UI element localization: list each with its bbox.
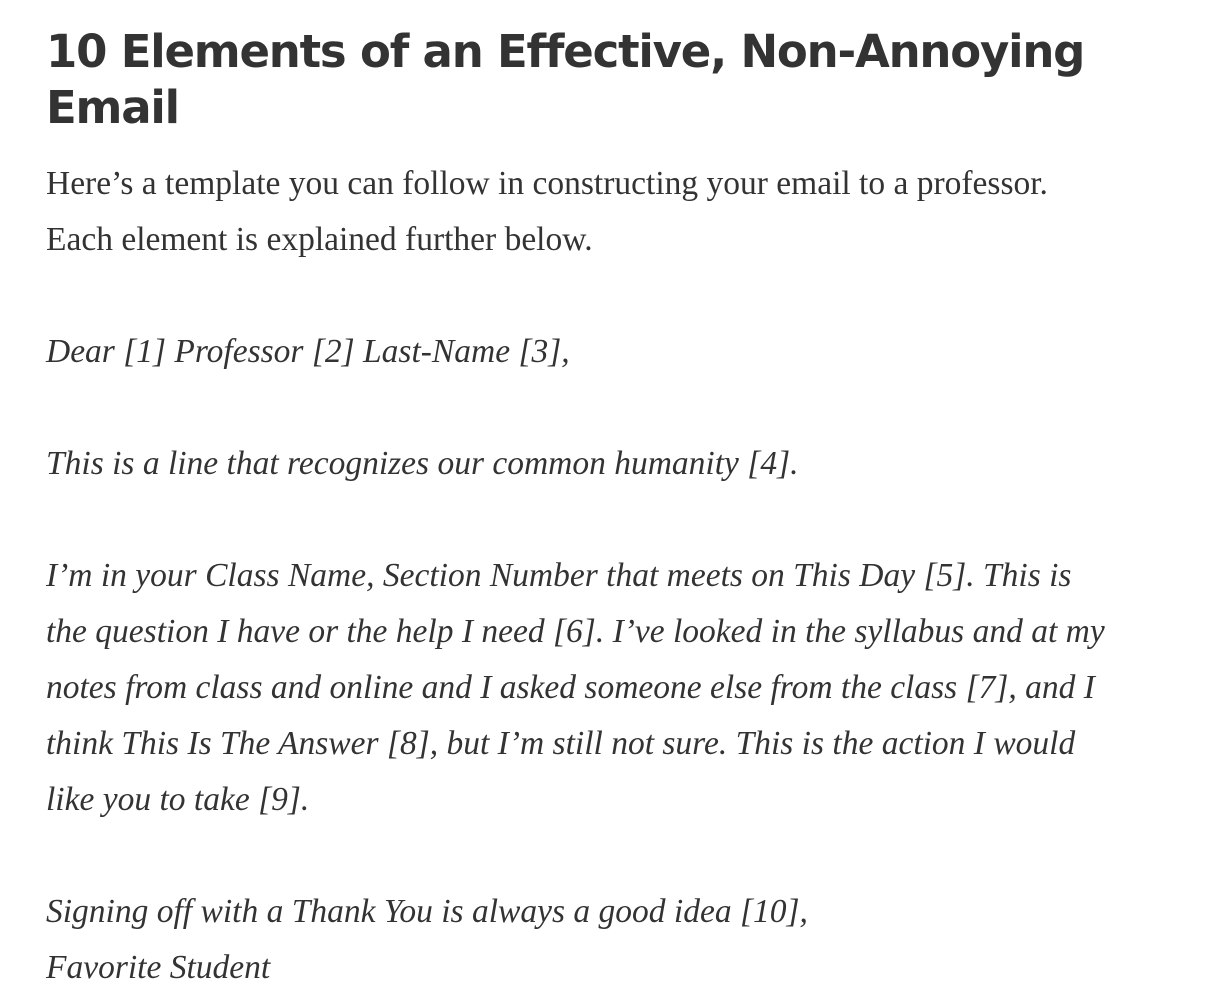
email-signoff: Signing off with a Thank You is always a good idea [10], — [46, 893, 808, 930]
email-body-line: I’m in your Class Name, Section Number that meets on This Day [5]. This is — [46, 557, 1072, 594]
article — [46, 0, 1196, 996]
email-template — [46, 324, 1196, 996]
email-body-line: the question I have or the help I need [6]. I’ve looked in the syllabus and at my — [46, 613, 1105, 650]
intro-line: Each element is explained further below. — [46, 221, 593, 258]
email-humanity-line: This is a line that recognizes our common humanity [4]. — [46, 445, 799, 482]
intro-line: Here’s a template you can follow in constructing your email to a professor. — [46, 165, 1048, 202]
email-body-line: notes from class and online and I asked someone else from the class [7], and I — [46, 669, 1095, 706]
email-closing — [46, 884, 1196, 996]
page-title: 10 Elements of an Effective, Non-Annoying Email — [46, 25, 1085, 134]
email-body-line: like you to take [9]. — [46, 781, 310, 818]
email-body-line: think This Is The Answer [8], but I’m still not sure. This is the action I would — [46, 725, 1076, 762]
intro-paragraph — [46, 156, 1196, 268]
email-signature: Favorite Student — [46, 949, 271, 986]
email-salutation: Dear [1] Professor [2] Last-Name [3], — [46, 333, 570, 370]
email-body-paragraph — [46, 548, 1196, 828]
